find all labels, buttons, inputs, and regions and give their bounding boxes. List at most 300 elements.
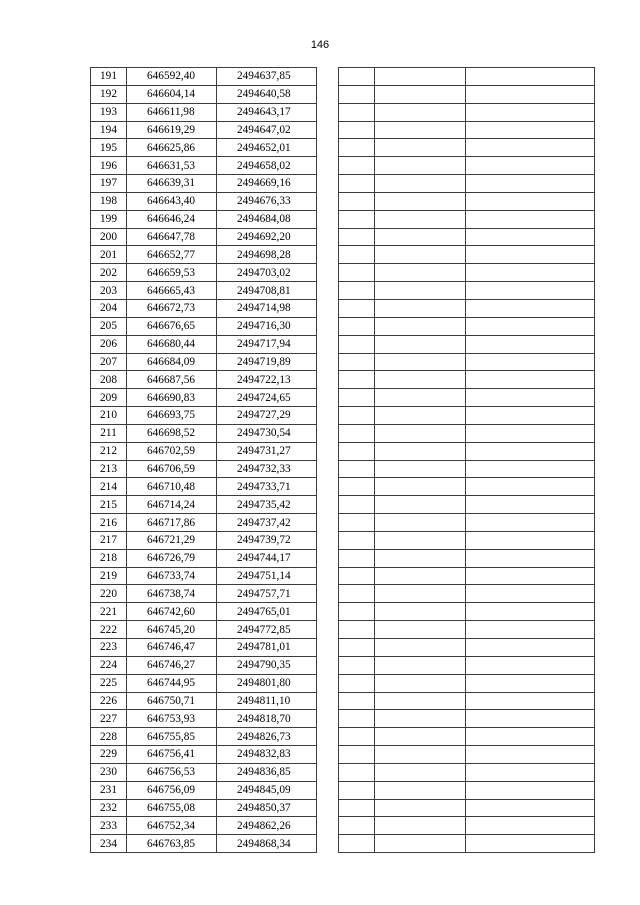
x-coordinate-cell: 646592,40 [127,68,217,86]
table-row [91,567,317,585]
empty-cell [466,603,595,621]
table-row [339,514,595,532]
table-row [339,442,595,460]
empty-cell [339,103,375,121]
empty-cell [375,85,466,103]
empty-cell [466,639,595,657]
empty-cell [466,299,595,317]
x-coordinate-cell: 646721,29 [127,531,217,549]
x-coordinate-cell: 646756,53 [127,763,217,781]
empty-cell [375,157,466,175]
empty-cell [466,710,595,728]
empty-cell [339,139,375,157]
empty-cell [466,728,595,746]
empty-cell [375,728,466,746]
point-number-cell: 223 [91,639,127,657]
table-row [339,763,595,781]
empty-cell [375,210,466,228]
point-number-cell: 216 [91,514,127,532]
table-row [339,621,595,639]
table-row [91,460,317,478]
x-coordinate-cell: 646687,56 [127,371,217,389]
empty-cell [375,335,466,353]
empty-cell [466,531,595,549]
y-coordinate-cell: 2494765,01 [217,603,317,621]
empty-cell [466,674,595,692]
y-coordinate-cell: 2494868,34 [217,835,317,853]
empty-cell [339,175,375,193]
y-coordinate-cell: 2494732,33 [217,460,317,478]
empty-cell [339,85,375,103]
empty-cell [339,514,375,532]
table-row [91,175,317,193]
y-coordinate-cell: 2494719,89 [217,353,317,371]
coordinates-table [90,67,317,853]
table-row [339,478,595,496]
point-number-cell: 228 [91,728,127,746]
empty-cell [375,746,466,764]
empty-cell [339,746,375,764]
empty-cell [466,621,595,639]
table-row [339,157,595,175]
y-coordinate-cell: 2494698,28 [217,246,317,264]
table-row [91,389,317,407]
y-coordinate-cell: 2494735,42 [217,496,317,514]
empty-cell [339,210,375,228]
point-number-cell: 206 [91,335,127,353]
empty-cell [466,817,595,835]
table-row [91,371,317,389]
x-coordinate-cell: 646753,93 [127,710,217,728]
empty-cell [375,317,466,335]
y-coordinate-cell: 2494731,27 [217,442,317,460]
empty-cell [375,389,466,407]
empty-cell [339,763,375,781]
empty-cell [375,639,466,657]
x-coordinate-cell: 646625,86 [127,139,217,157]
empty-cell [375,763,466,781]
y-coordinate-cell: 2494790,35 [217,656,317,674]
x-coordinate-cell: 646702,59 [127,442,217,460]
x-coordinate-cell: 646652,77 [127,246,217,264]
point-number-cell: 233 [91,817,127,835]
empty-cell [466,567,595,585]
table-row [91,514,317,532]
empty-cell [339,335,375,353]
empty-cell [375,710,466,728]
table-row [339,407,595,425]
x-coordinate-cell: 646647,78 [127,228,217,246]
point-number-cell: 217 [91,531,127,549]
x-coordinate-cell: 646746,27 [127,656,217,674]
table-row [91,246,317,264]
empty-cell [375,192,466,210]
table-row [339,282,595,300]
empty-cell [375,817,466,835]
y-coordinate-cell: 2494647,02 [217,121,317,139]
table-row [339,210,595,228]
empty-cell [339,371,375,389]
x-coordinate-cell: 646672,73 [127,299,217,317]
table-row [91,424,317,442]
table-row [91,264,317,282]
point-number-cell: 208 [91,371,127,389]
empty-cell [375,121,466,139]
y-coordinate-cell: 2494739,72 [217,531,317,549]
point-number-cell: 191 [91,68,127,86]
empty-cell [466,389,595,407]
empty-cell [375,282,466,300]
x-coordinate-cell: 646755,85 [127,728,217,746]
y-coordinate-cell: 2494669,16 [217,175,317,193]
table-row [91,817,317,835]
table-row [91,674,317,692]
empty-cell [339,317,375,335]
y-coordinate-cell: 2494772,85 [217,621,317,639]
empty-cell [339,692,375,710]
table-row [91,407,317,425]
point-number-cell: 227 [91,710,127,728]
empty-cell [339,621,375,639]
y-coordinate-cell: 2494781,01 [217,639,317,657]
table-row [339,353,595,371]
empty-cell [466,210,595,228]
x-coordinate-cell: 646744,95 [127,674,217,692]
table-row [91,210,317,228]
empty-cell [466,371,595,389]
table-row [91,103,317,121]
point-number-cell: 201 [91,246,127,264]
empty-cell [339,674,375,692]
point-number-cell: 205 [91,317,127,335]
x-coordinate-cell: 646619,29 [127,121,217,139]
empty-cell [375,246,466,264]
table-row [339,549,595,567]
x-coordinate-cell: 646756,41 [127,746,217,764]
empty-cell [466,264,595,282]
table-row [91,746,317,764]
empty-cell [466,407,595,425]
empty-cell [339,835,375,853]
empty-cell [339,549,375,567]
point-number-cell: 207 [91,353,127,371]
empty-cell [375,460,466,478]
empty-cell [466,317,595,335]
x-coordinate-cell: 646752,34 [127,817,217,835]
y-coordinate-cell: 2494684,08 [217,210,317,228]
x-coordinate-cell: 646714,24 [127,496,217,514]
empty-cell [339,389,375,407]
table-row [339,460,595,478]
point-number-cell: 209 [91,389,127,407]
y-coordinate-cell: 2494703,02 [217,264,317,282]
point-number-cell: 195 [91,139,127,157]
y-coordinate-cell: 2494737,42 [217,514,317,532]
point-number-cell: 218 [91,549,127,567]
y-coordinate-cell: 2494692,20 [217,228,317,246]
empty-cell [339,656,375,674]
empty-cell [466,478,595,496]
table-row [339,103,595,121]
x-coordinate-cell: 646698,52 [127,424,217,442]
table-row [339,567,595,585]
empty-cell [375,139,466,157]
y-coordinate-cell: 2494832,83 [217,746,317,764]
empty-cell [375,103,466,121]
point-number-cell: 210 [91,407,127,425]
point-number-cell: 230 [91,763,127,781]
page-number: 146 [310,39,330,51]
empty-cell [339,68,375,86]
x-coordinate-cell: 646706,59 [127,460,217,478]
empty-cell [466,835,595,853]
table-row [339,85,595,103]
point-number-cell: 220 [91,585,127,603]
empty-cell [466,121,595,139]
empty-cell [375,442,466,460]
table-row [91,835,317,853]
x-coordinate-cell: 646738,74 [127,585,217,603]
y-coordinate-cell: 2494727,29 [217,407,317,425]
table-row [91,496,317,514]
x-coordinate-cell: 646693,75 [127,407,217,425]
y-coordinate-cell: 2494716,30 [217,317,317,335]
empty-cell [375,68,466,86]
table-row [339,192,595,210]
table-row [91,442,317,460]
empty-cell [466,192,595,210]
point-number-cell: 193 [91,103,127,121]
empty-cell [466,246,595,264]
point-number-cell: 226 [91,692,127,710]
empty-cell [339,192,375,210]
x-coordinate-cell: 646684,09 [127,353,217,371]
empty-cell [466,68,595,86]
empty-cell [339,799,375,817]
y-coordinate-cell: 2494845,09 [217,781,317,799]
table-row [339,656,595,674]
y-coordinate-cell: 2494862,26 [217,817,317,835]
point-number-cell: 202 [91,264,127,282]
table-row [339,389,595,407]
y-coordinate-cell: 2494850,37 [217,799,317,817]
point-number-cell: 219 [91,567,127,585]
empty-cell [466,549,595,567]
empty-cell [466,460,595,478]
empty-cell [466,157,595,175]
empty-cell [466,496,595,514]
table-row [91,317,317,335]
table-row [91,763,317,781]
empty-cell [466,85,595,103]
y-coordinate-cell: 2494826,73 [217,728,317,746]
y-coordinate-cell: 2494708,81 [217,282,317,300]
empty-cell [466,335,595,353]
table-row [91,549,317,567]
table-row [91,656,317,674]
point-number-cell: 221 [91,603,127,621]
table-row [91,710,317,728]
y-coordinate-cell: 2494658,02 [217,157,317,175]
table-row [339,746,595,764]
empty-cell [466,746,595,764]
x-coordinate-cell: 646733,74 [127,567,217,585]
point-number-cell: 203 [91,282,127,300]
empty-coordinates-table [338,67,595,853]
table-row [91,85,317,103]
x-coordinate-cell: 646676,65 [127,317,217,335]
x-coordinate-cell: 646763,85 [127,835,217,853]
empty-cell [466,585,595,603]
point-number-cell: 231 [91,781,127,799]
x-coordinate-cell: 646756,09 [127,781,217,799]
y-coordinate-cell: 2494733,71 [217,478,317,496]
table-row [339,531,595,549]
point-number-cell: 204 [91,299,127,317]
empty-cell [466,514,595,532]
x-coordinate-cell: 646710,48 [127,478,217,496]
table-row [91,603,317,621]
table-row [339,139,595,157]
empty-cell [375,549,466,567]
empty-cell [375,835,466,853]
empty-cell [339,567,375,585]
empty-cell [339,228,375,246]
table-row [91,335,317,353]
point-number-cell: 199 [91,210,127,228]
empty-cell [466,282,595,300]
point-number-cell: 213 [91,460,127,478]
table-row [91,639,317,657]
table-row [339,835,595,853]
x-coordinate-cell: 646680,44 [127,335,217,353]
point-number-cell: 234 [91,835,127,853]
empty-cell [339,121,375,139]
empty-cell [375,656,466,674]
point-number-cell: 232 [91,799,127,817]
y-coordinate-cell: 2494714,98 [217,299,317,317]
x-coordinate-cell: 646639,31 [127,175,217,193]
empty-cell [466,799,595,817]
y-coordinate-cell: 2494652,01 [217,139,317,157]
y-coordinate-cell: 2494744,17 [217,549,317,567]
empty-cell [339,603,375,621]
x-coordinate-cell: 646643,40 [127,192,217,210]
table-row [339,121,595,139]
table-row [339,228,595,246]
empty-cell [339,728,375,746]
y-coordinate-cell: 2494724,65 [217,389,317,407]
table-row [91,157,317,175]
empty-cell [375,424,466,442]
x-coordinate-cell: 646745,20 [127,621,217,639]
empty-cell [339,353,375,371]
x-coordinate-cell: 646746,47 [127,639,217,657]
table-row [339,246,595,264]
point-number-cell: 214 [91,478,127,496]
x-coordinate-cell: 646659,53 [127,264,217,282]
table-row [91,585,317,603]
y-coordinate-cell: 2494637,85 [217,68,317,86]
empty-cell [375,531,466,549]
empty-cell [375,299,466,317]
empty-cell [375,799,466,817]
y-coordinate-cell: 2494643,17 [217,103,317,121]
table-row [91,531,317,549]
empty-cell [375,674,466,692]
table-row [339,175,595,193]
empty-cell [466,692,595,710]
x-coordinate-cell: 646742,60 [127,603,217,621]
empty-cell [375,175,466,193]
y-coordinate-cell: 2494676,33 [217,192,317,210]
empty-cell [339,585,375,603]
empty-cell [339,710,375,728]
table-row [339,781,595,799]
table-row [91,228,317,246]
table-row [339,674,595,692]
empty-cell [466,763,595,781]
x-coordinate-cell: 646646,24 [127,210,217,228]
table-row [339,692,595,710]
empty-cell [375,692,466,710]
empty-cell [339,246,375,264]
empty-cell [375,603,466,621]
table-row [91,799,317,817]
table-row [91,692,317,710]
x-coordinate-cell: 646726,79 [127,549,217,567]
point-number-cell: 224 [91,656,127,674]
empty-cell [375,567,466,585]
y-coordinate-cell: 2494811,10 [217,692,317,710]
empty-cell [339,157,375,175]
empty-cell [466,656,595,674]
empty-cell [339,478,375,496]
empty-cell [375,496,466,514]
table-row [339,799,595,817]
empty-cell [339,442,375,460]
table-row [91,621,317,639]
table-row [91,299,317,317]
point-number-cell: 197 [91,175,127,193]
empty-cell [339,639,375,657]
table-row [339,585,595,603]
empty-cell [339,531,375,549]
empty-cell [466,175,595,193]
empty-cell [375,264,466,282]
table-row [339,603,595,621]
table-row [339,317,595,335]
point-number-cell: 194 [91,121,127,139]
table-row [91,192,317,210]
point-number-cell: 229 [91,746,127,764]
table-row [339,424,595,442]
empty-cell [466,442,595,460]
point-number-cell: 215 [91,496,127,514]
point-number-cell: 222 [91,621,127,639]
table-row [339,817,595,835]
table-row [339,68,595,86]
y-coordinate-cell: 2494801,80 [217,674,317,692]
empty-cell [339,424,375,442]
empty-cell [466,353,595,371]
point-number-cell: 212 [91,442,127,460]
y-coordinate-cell: 2494751,14 [217,567,317,585]
empty-cell [466,424,595,442]
empty-cell [466,103,595,121]
empty-cell [339,496,375,514]
empty-cell [375,407,466,425]
